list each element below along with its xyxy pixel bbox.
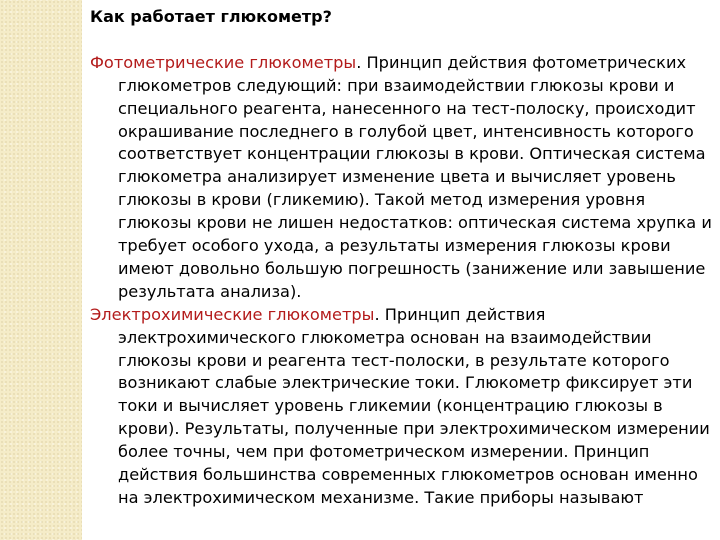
section-term-electrochemical: Электрохимические глюкометры bbox=[90, 304, 375, 324]
slide-content bbox=[90, 6, 712, 510]
section-text-electrochemical: . Принцип действия электрохимического глюкометра основан на взаимодействии глюкозы крови и реагента тест-полоски, в результате которого возникают слабые электрические токи. Глюкометр фиксирует эти токи и вычисляет уровень гликемии (концентрацию глюкозы в крови). Результаты, полученные при электрохимическом измерении более точны, чем при фотометрическом измерении. Принцип действия большинства современных глюкометров основан именно на электрохимическом механизме. Такие приборы называют bbox=[118, 304, 710, 507]
section-text-photometric: . Принцип действия фотометрических глюкометров следующий: при взаимодействии глюкозы крови и специального реагента, нанесенного на тест-полоску, происходит окрашивание последнего в голубой цвет, интенсивность которого соответствует концентрации глюкозы в крови. Оптическая система глюкометра анализирует изменение цвета и вычисляет уровень глюкозы в крови (гликемию). Такой метод измерения уровня глюкозы крови не лишен недостатков: оптическая система хрупка и требует особого ухода, а результаты измерения глюкозы крови имеют довольно большую погрешность (занижение или завышение результата анализа). bbox=[118, 52, 712, 301]
blank-line bbox=[90, 29, 712, 52]
section-term-photometric: Фотометрические глюкометры bbox=[90, 52, 357, 72]
section-electrochemical bbox=[90, 304, 712, 510]
section-photometric bbox=[90, 52, 712, 304]
decorative-side-strip bbox=[0, 0, 82, 540]
page-title: Как работает глюкометр? bbox=[90, 7, 332, 26]
